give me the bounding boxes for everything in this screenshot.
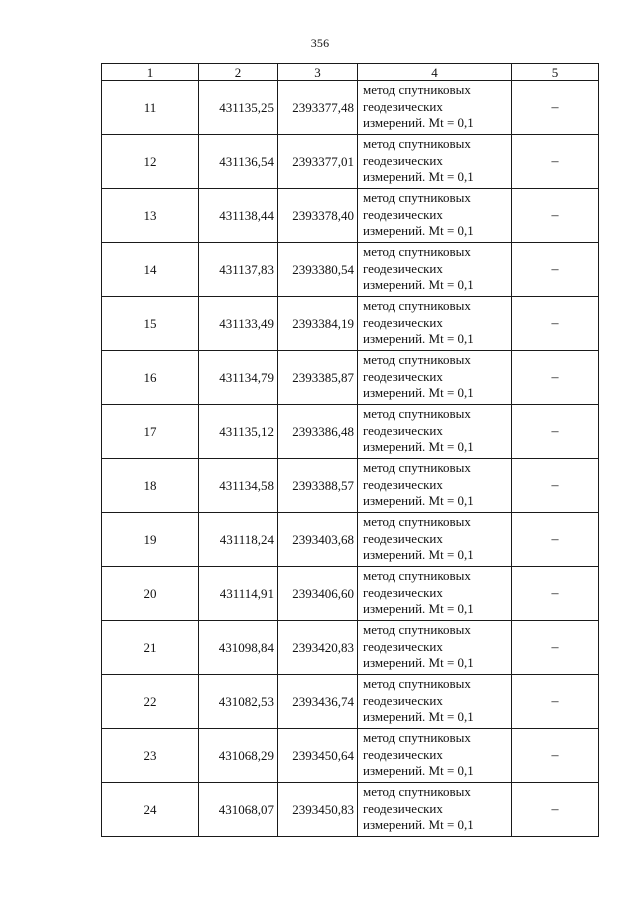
note-dash: – <box>512 405 599 459</box>
table-row <box>102 297 599 351</box>
point-number: 23 <box>102 729 199 783</box>
method-line: измерений. Mt = 0,1 <box>363 439 474 454</box>
note-dash: – <box>512 729 599 783</box>
method-line: метод спутниковых <box>363 568 471 583</box>
table-row <box>102 459 599 513</box>
point-number: 15 <box>102 297 199 351</box>
method-line: метод спутниковых <box>363 352 471 367</box>
method-line: метод спутниковых <box>363 244 471 259</box>
table-header <box>102 64 599 81</box>
table-body <box>102 81 599 837</box>
point-number: 13 <box>102 189 199 243</box>
method-description <box>358 513 512 567</box>
coordinate-y: 2393384,19 <box>278 297 358 351</box>
note-dash: – <box>512 783 599 837</box>
coordinate-y: 2393378,40 <box>278 189 358 243</box>
coordinate-x: 431135,25 <box>199 81 278 135</box>
table-row <box>102 729 599 783</box>
point-number: 12 <box>102 135 199 189</box>
method-line: измерений. Mt = 0,1 <box>363 223 474 238</box>
coordinate-y: 2393450,64 <box>278 729 358 783</box>
point-number: 11 <box>102 81 199 135</box>
header-col-4: 4 <box>358 64 512 81</box>
method-line: метод спутниковых <box>363 460 471 475</box>
coordinate-x: 431138,44 <box>199 189 278 243</box>
method-line: метод спутниковых <box>363 298 471 313</box>
coordinate-y: 2393403,68 <box>278 513 358 567</box>
header-row <box>102 64 599 81</box>
header-col-2: 2 <box>199 64 278 81</box>
method-line: геодезических <box>363 530 443 546</box>
method-line: измерений. Mt = 0,1 <box>363 385 474 400</box>
note-dash: – <box>512 459 599 513</box>
method-line: метод спутниковых <box>363 622 471 637</box>
method-description <box>358 405 512 459</box>
method-line: геодезических <box>363 368 443 384</box>
method-description <box>358 81 512 135</box>
coordinate-x: 431134,58 <box>199 459 278 513</box>
method-line: метод спутниковых <box>363 136 471 151</box>
coordinate-y: 2393436,74 <box>278 675 358 729</box>
coordinate-y: 2393377,48 <box>278 81 358 135</box>
method-line: геодезических <box>363 800 443 816</box>
method-line: геодезических <box>363 260 443 276</box>
table-row <box>102 81 599 135</box>
method-line: измерений. Mt = 0,1 <box>363 817 474 832</box>
method-line: геодезических <box>363 152 443 168</box>
point-number: 21 <box>102 621 199 675</box>
page-number: 356 <box>310 36 330 50</box>
note-dash: – <box>512 189 599 243</box>
method-line: измерений. Mt = 0,1 <box>363 277 474 292</box>
method-line: метод спутниковых <box>363 82 471 97</box>
table-row <box>102 513 599 567</box>
method-line: геодезических <box>363 314 443 330</box>
point-number: 14 <box>102 243 199 297</box>
point-number: 24 <box>102 783 199 837</box>
method-description <box>358 621 512 675</box>
method-line: измерений. Mt = 0,1 <box>363 763 474 778</box>
method-description <box>358 243 512 297</box>
coordinate-y: 2393380,54 <box>278 243 358 297</box>
table-row <box>102 567 599 621</box>
method-description <box>358 459 512 513</box>
point-number: 17 <box>102 405 199 459</box>
coordinate-x: 431137,83 <box>199 243 278 297</box>
method-line: измерений. Mt = 0,1 <box>363 709 474 724</box>
method-line: измерений. Mt = 0,1 <box>363 547 474 562</box>
coordinate-y: 2393406,60 <box>278 567 358 621</box>
coordinate-y: 2393420,83 <box>278 621 358 675</box>
method-line: измерений. Mt = 0,1 <box>363 331 474 346</box>
note-dash: – <box>512 297 599 351</box>
coordinate-y: 2393377,01 <box>278 135 358 189</box>
coordinate-x: 431082,53 <box>199 675 278 729</box>
method-line: измерений. Mt = 0,1 <box>363 493 474 508</box>
method-line: измерений. Mt = 0,1 <box>363 115 474 130</box>
method-line: геодезических <box>363 584 443 600</box>
coordinate-x: 431098,84 <box>199 621 278 675</box>
coordinate-x: 431133,49 <box>199 297 278 351</box>
table-row <box>102 135 599 189</box>
method-line: метод спутниковых <box>363 730 471 745</box>
table-row <box>102 783 599 837</box>
coordinate-x: 431135,12 <box>199 405 278 459</box>
method-line: геодезических <box>363 98 443 114</box>
coordinate-x: 431068,07 <box>199 783 278 837</box>
point-number: 18 <box>102 459 199 513</box>
method-line: геодезических <box>363 422 443 438</box>
table-row <box>102 189 599 243</box>
coordinate-x: 431134,79 <box>199 351 278 405</box>
table-row <box>102 675 599 729</box>
method-line: геодезических <box>363 746 443 762</box>
coordinate-y: 2393388,57 <box>278 459 358 513</box>
coordinate-y: 2393385,87 <box>278 351 358 405</box>
coordinate-x: 431114,91 <box>199 567 278 621</box>
point-number: 16 <box>102 351 199 405</box>
note-dash: – <box>512 243 599 297</box>
header-col-1: 1 <box>102 64 199 81</box>
table-row <box>102 621 599 675</box>
table-row <box>102 405 599 459</box>
header-col-5: 5 <box>512 64 599 81</box>
method-line: измерений. Mt = 0,1 <box>363 601 474 616</box>
method-line: метод спутниковых <box>363 406 471 421</box>
coordinate-y: 2393386,48 <box>278 405 358 459</box>
method-description <box>358 675 512 729</box>
note-dash: – <box>512 351 599 405</box>
coordinate-x: 431068,29 <box>199 729 278 783</box>
method-description <box>358 729 512 783</box>
note-dash: – <box>512 567 599 621</box>
note-dash: – <box>512 513 599 567</box>
method-line: метод спутниковых <box>363 190 471 205</box>
note-dash: – <box>512 135 599 189</box>
method-description <box>358 567 512 621</box>
note-dash: – <box>512 621 599 675</box>
method-line: метод спутниковых <box>363 784 471 799</box>
method-line: измерений. Mt = 0,1 <box>363 655 474 670</box>
method-line: геодезических <box>363 638 443 654</box>
method-line: измерений. Mt = 0,1 <box>363 169 474 184</box>
method-line: геодезических <box>363 692 443 708</box>
method-description <box>358 783 512 837</box>
coordinate-x: 431136,54 <box>199 135 278 189</box>
point-number: 22 <box>102 675 199 729</box>
method-description <box>358 351 512 405</box>
point-number: 19 <box>102 513 199 567</box>
method-description <box>358 189 512 243</box>
note-dash: – <box>512 675 599 729</box>
table-row <box>102 243 599 297</box>
coordinate-x: 431118,24 <box>199 513 278 567</box>
coordinate-y: 2393450,83 <box>278 783 358 837</box>
header-col-3: 3 <box>278 64 358 81</box>
method-line: метод спутниковых <box>363 514 471 529</box>
method-line: геодезических <box>363 476 443 492</box>
coordinates-table <box>101 63 599 837</box>
method-description <box>358 135 512 189</box>
method-description <box>358 297 512 351</box>
note-dash: – <box>512 81 599 135</box>
table-row <box>102 351 599 405</box>
method-line: метод спутниковых <box>363 676 471 691</box>
point-number: 20 <box>102 567 199 621</box>
method-line: геодезических <box>363 206 443 222</box>
